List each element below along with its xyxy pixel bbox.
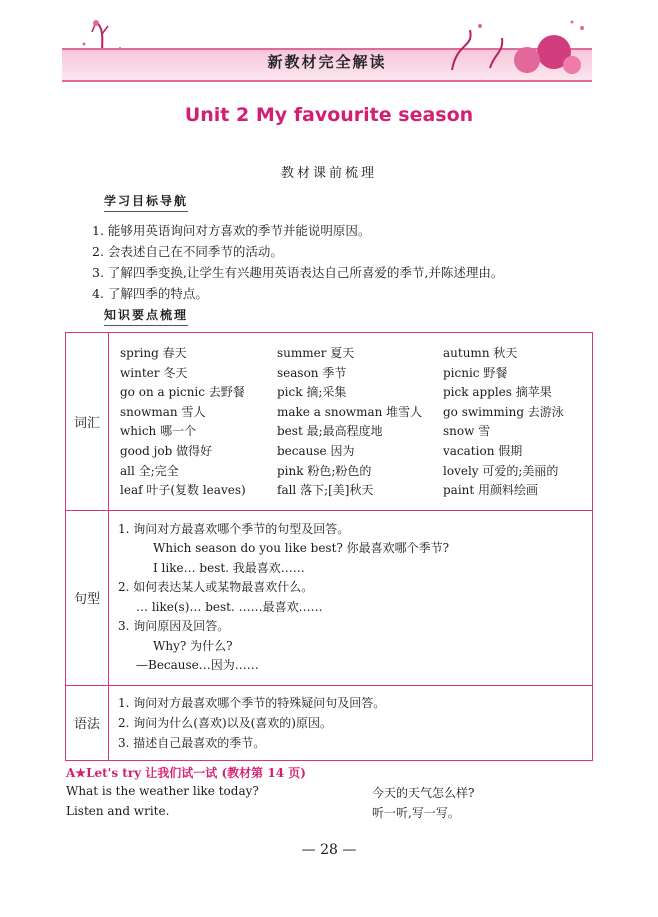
sentence-item: —Because…因为…… [136,658,259,673]
goals-heading: 学习目标导航 [104,192,188,212]
exercise-instruction-en: Listen and write. [66,804,170,818]
unit-title: Unit 2 My favourite season [184,104,474,126]
vocab-item: pink 粉色;粉色的 [277,463,372,478]
goal-item: 1. 能够用英语询问对方喜欢的季节并能说明原因。 [92,223,371,238]
exercise-question-en: What is the weather like today? [66,784,259,798]
vocab-item: best 最;最高程度地 [277,424,383,439]
grammar-label: 语法 [66,685,109,760]
key-points-table [65,332,593,761]
vocab-item: vacation 假期 [443,443,523,458]
vocab-item: good job 做得好 [120,443,213,458]
exercise-instruction-cn: 听一听,写一写。 [372,806,460,820]
sentence-item: 1. 询问对方最喜欢哪个季节的句型及回答。 [118,521,350,536]
vocab-item: summer 夏天 [277,346,355,360]
vocab-item: lovely 可爱的;美丽的 [443,463,559,478]
sentence-item: 2. 如何表达某人或某物最喜欢什么。 [118,580,314,595]
goal-item: 3. 了解四季变换,让学生有兴趣用英语表达自己所喜爱的季节,并陈述理由。 [92,265,504,280]
vocab-item: spring 春天 [120,346,187,360]
vocab-grid [110,334,591,509]
vocab-item: snow 雪 [443,424,491,439]
vocab-item: snowman 雪人 [120,404,206,419]
vocab-item: go swimming 去游泳 [443,404,564,419]
key-points-heading: 知识要点梳理 [104,306,188,326]
sentence-item: Which season do you like best? 你最喜欢哪个季节? [153,541,450,556]
vocab-item: all 全;完全 [120,463,179,478]
vocab-item: because 因为 [277,443,355,458]
sentence-item: 3. 询问原因及回答。 [118,619,230,634]
page-number: — 28 — [301,842,357,858]
goal-item: 4. 了解四季的特点。 [92,286,208,301]
vocab-item: fall 落下;[美]秋天 [277,483,374,498]
header-decoration-right [432,18,592,80]
vocab-label: 词汇 [66,333,109,511]
sentence-item: I like… best. 我最喜欢…… [153,560,305,575]
lets-try-heading: A★Let's try 让我们试一试 (教材第 14 页) [66,766,306,780]
header-title: 新教材完全解读 [267,53,387,71]
vocab-item: season 季节 [277,365,347,380]
vocab-item: go on a picnic 去野餐 [120,385,245,400]
vocab-item: picnic 野餐 [443,365,508,380]
grammar-row [66,685,593,760]
vocab-row [66,333,593,511]
goals-list [92,220,503,304]
goal-item: 2. 会表述自己在不同季节的活动。 [92,244,283,259]
exercise-question-cn: 今天的天气怎么样? [372,786,475,800]
vocab-item: paint 用颜料绘画 [443,483,539,498]
grammar-item: 1. 询问对方最喜欢哪个季节的特殊疑问句及回答。 [118,695,386,710]
sentence-item: Why? 为什么? [153,638,233,653]
section-title: 教材课前梳理 [280,166,377,181]
sentence-row [66,510,593,685]
page-header [62,18,592,80]
vocab-item: make a snowman 堆雪人 [277,404,423,419]
grammar-item: 3. 描述自己最喜欢的季节。 [118,735,266,750]
vocab-item: leaf 叶子(复数 leaves) [120,483,246,498]
grammar-item: 2. 询问为什么(喜欢)以及(喜欢的)原因。 [118,715,332,730]
vocab-item: autumn 秋天 [443,346,518,360]
sentence-list [110,512,591,684]
vocab-item: winter 冬天 [120,365,188,380]
sentence-item: … like(s)… best. ……最喜欢…… [136,599,323,614]
vocab-item: pick 摘;采集 [277,385,347,400]
sentence-label: 句型 [66,510,109,685]
vocab-item: which 哪一个 [120,424,197,439]
vocab-item: pick apples 摘苹果 [443,385,552,400]
grammar-list [110,687,591,759]
